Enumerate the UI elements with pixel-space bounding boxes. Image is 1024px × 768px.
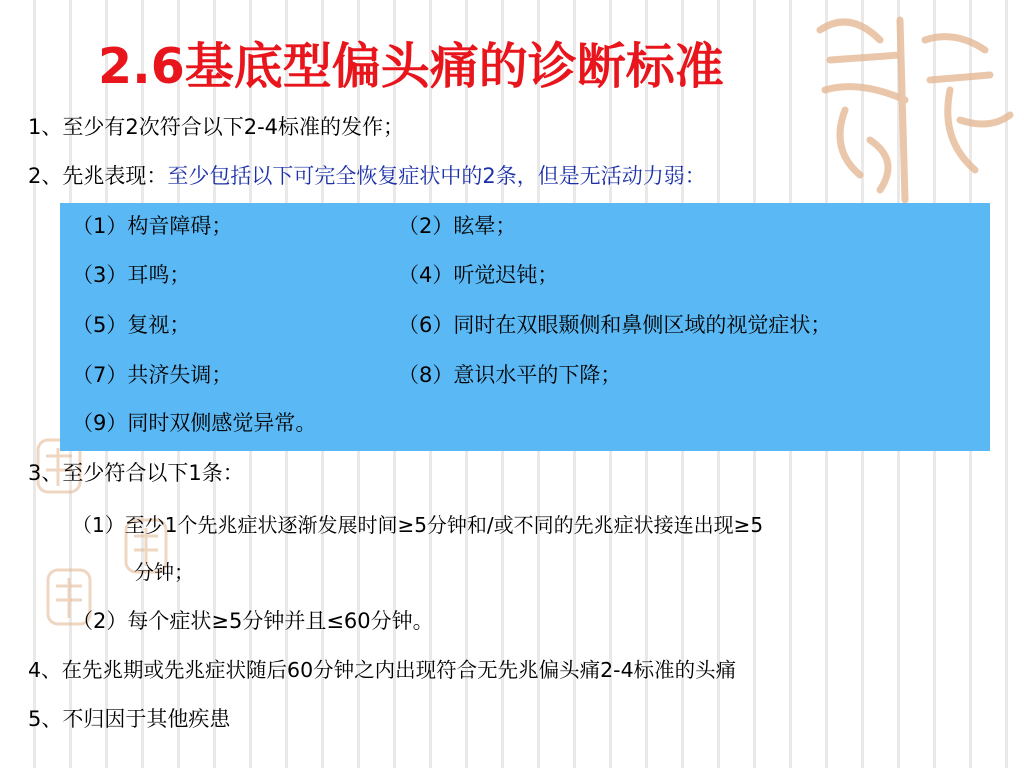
symptom-item: （8）意识水平的下降；: [398, 363, 622, 387]
criterion-1: 1、至少有2次符合以下2-4标准的发作；: [28, 115, 405, 139]
criterion-3-sub-2: （2）每个症状≥5分钟并且≤60分钟。: [72, 609, 434, 633]
symptom-item: （5）复视；: [72, 313, 191, 337]
symptom-item: （3）耳鸣；: [72, 263, 191, 287]
symptom-box: [60, 203, 990, 451]
criterion-3: 3、至少符合以下1条：: [28, 461, 244, 485]
symptom-item: （1）构音障碍；: [72, 214, 233, 238]
criterion-5: 5、不归因于其他疾患: [28, 707, 231, 731]
page-title: 2.6基底型偏头痛的诊断标准: [98, 38, 724, 95]
criterion-2-prefix: 2、先兆表现：: [28, 164, 168, 188]
symptom-item: （7）共济失调；: [72, 363, 233, 387]
criterion-2: [28, 161, 706, 191]
criterion-3-sub-1-cont: 分钟；: [134, 560, 194, 584]
symptom-item: （4）听觉迟钝；: [398, 263, 559, 287]
symptom-item: （2）眩晕；: [398, 214, 517, 238]
symptom-item: （9）同时双侧感觉异常。: [72, 411, 317, 435]
criterion-2-highlight: 至少包括以下可完全恢复症状中的2条，但是无活动力弱：: [167, 164, 706, 188]
criterion-4: 4、在先兆期或先兆症状随后60分钟之内出现符合无先兆偏头痛2-4标准的头痛: [28, 658, 737, 682]
criterion-3-sub-1: （1）至少1个先兆症状逐渐发展时间≥5分钟和/或不同的先兆症状接连出现≥5: [72, 513, 764, 537]
symptom-item: （6）同时在双眼颞侧和鼻侧区域的视觉症状；: [398, 313, 832, 337]
